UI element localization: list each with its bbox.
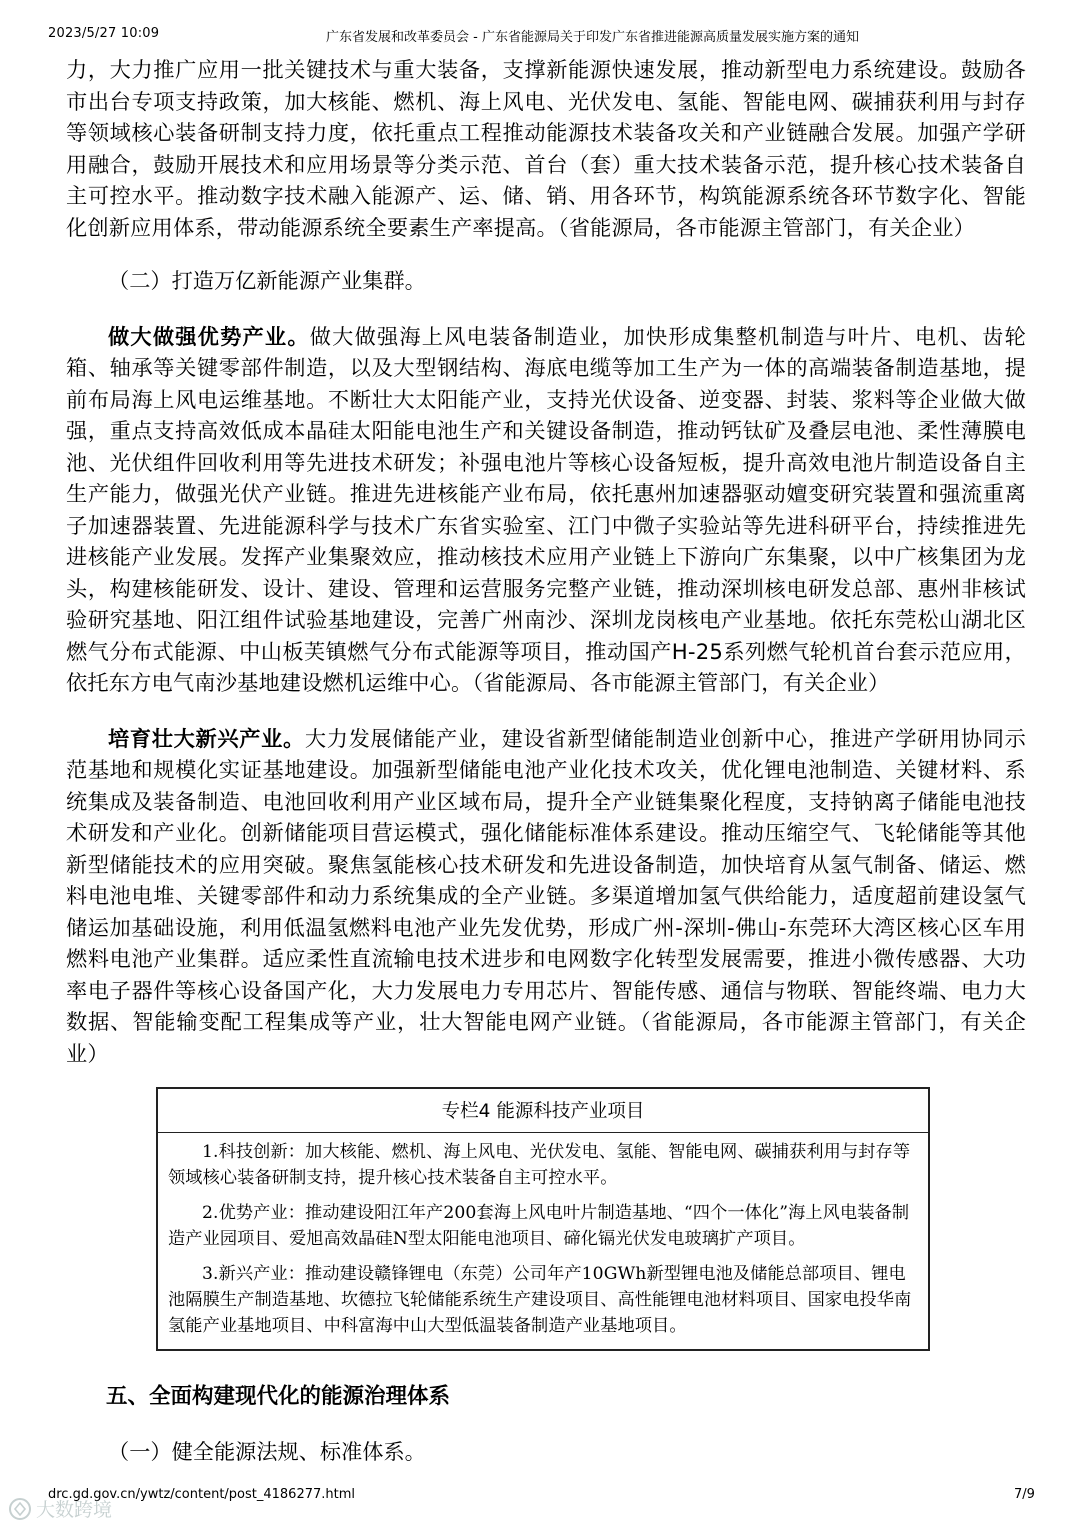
body-advantage-industries: 做大做强海上风电装备制造业，加快形成集整机制造与叶片、电机、齿轮箱、轴承等关键零部件制造，以及大型钢结构、海底电缆等加工生产为一体的高端装备制造基地，提前布局海上风电运维基地。不断壮大太阳能产业，支持光伏设备、逆变器、封装、浆料等企业做大做强，重点支持高效低成本晶硅太阳能电池生产和关键设备制造，推动钙钛矿及叠层电池、柔性薄膜电池、光伏组件回收利用等先进技术研发；补强电池片等核心设备短板，提升高效电池片制造设备自主生产能力，做强光伏产业链。推进先进核能产业布局，依托惠州加速器驱动嬗变研究装置和强流重离子加速器装置、先进能源科学与技术广东省实验室、江门中微子实验站等先进科研平台，持续推进先进核能产业发展。发挥产业集聚效应，推动核技术应用产业链上下游向广东集聚，以中广核集团为龙头，构建核能研发、设计、建设、管理和运营服务完整产业链，推动深圳核电研发总部、惠州非核试验研究基地、阳江组件试验基地建设，完善广州南沙、深圳龙岗核电产业基地。依托东莞松山湖北区燃气分布式能源、中山板芙镇燃气分布式能源等项目，推动国产H-25系列燃气轮机首台套示范应用，依托东方电气南沙基地建设燃机运维中心。（省能源局、各市能源主管部门，有关企业） bbox=[66, 323, 1026, 695]
paragraph-advantage-industries bbox=[66, 321, 1026, 699]
subsection-heading-2: （二）打造万亿新能源产业集群。 bbox=[108, 268, 426, 293]
page-header-title: 广东省发展和改革委员会 - 广东省能源局关于印发广东省推进能源高质量发展实施方案的通知 bbox=[326, 30, 859, 45]
paragraph-tech-innovation: 力，大力推广应用一批关键技术与重大装备，支撑新能源快速发展，推动新型电力系统建设。鼓励各市出台专项支持政策，加大核能、燃机、海上风电、光伏发电、氢能、智能电网、碳捕获利用与封存等领域核心装备研制支持力度，依托重点工程推动能源技术装备攻关和产业链融合发展。加强产学研用融合，鼓励开展技术和应用场景等分类示范、首台（套）重大技术装备示范，提升核心技术装备自主可控水平。推动数字技术融入能源产、运、储、销、用各环节，构筑能源系统各环节数字化、智能化创新应用体系，带动能源系统全要素生产率提高。（省能源局，各市能源主管部门，有关企业） bbox=[66, 57, 1026, 240]
page-number: 7/9 bbox=[1014, 1487, 1035, 1502]
column-box-title: 专栏4 能源科技产业项目 bbox=[158, 1089, 928, 1133]
lead-emerging-industries: 培育壮大新兴产业。 bbox=[108, 725, 305, 751]
paragraph-emerging-industries bbox=[66, 723, 1026, 1070]
section-heading-5: 五、全面构建现代化的能源治理体系 bbox=[106, 1384, 451, 1409]
column-box-energy-tech bbox=[156, 1087, 930, 1351]
watermark-logo bbox=[6, 1494, 146, 1524]
watermark-icon bbox=[6, 1494, 146, 1524]
body-emerging-industries: 大力发展储能产业，建设省新型储能制造业创新中心，推进产学研用协同示范基地和规模化实证基地建设。加强新型储能电池产业化技术攻关，优化锂电池制造、关键材料、系统集成及装备制造、电池回收利用产业区域布局，提升全产业链集聚化程度，支持钠离子储能电池技术研发和产业化。创新储能项目营运模式，强化储能标准体系建设。推动压缩空气、飞轮储能等其他新型储能技术的应用突破。聚焦氢能核心技术研发和先进设备制造，加快培育从氢气制备、储运、燃料电池电堆、关键零部件和动力系统集成的全产业链。多渠道增加氢气供给能力，适度超前建设氢气储运加基础设施，利用低温氢燃料电池产业先发优势，形成广州-深圳-佛山-东莞环大湾区核心区车用燃料电池产业集群。适应柔性直流输电技术进步和电网数字化转型发展需要，推进小微传感器、大功率电子器件等核心设备国产化，大力发展电力专用芯片、智能传感、通信与物联、智能终端、电力大数据、智能输变配工程集成等产业，壮大智能电网产业链。（省能源局，各市能源主管部门，有关企业） bbox=[66, 725, 1026, 1066]
document-body bbox=[66, 54, 1026, 1467]
column-item: 3.新兴产业：推动建设赣锋锂电（东莞）公司年产10GWh新型锂电池及储能总部项目、锂电池隔膜生产制造基地、坎德拉飞轮储能系统生产建设项目、高性能锂电池材料项目、国家电投华南氢能产业基地项目、中科富海中山大型低温装备制造产业基地项目。 bbox=[168, 1264, 912, 1336]
column-item: 1.科技创新：加大核能、燃机、海上风电、光伏发电、氢能、智能电网、碳捕获利用与封存等领域核心装备研制支持，提升核心技术装备自主可控水平。 bbox=[168, 1142, 911, 1188]
footer-url: drc.gd.gov.cn/ywtz/content/post_4186277.html bbox=[48, 1487, 356, 1502]
subsection-heading-5-1: （一）健全能源法规、标准体系。 bbox=[108, 1439, 426, 1464]
column-item: 2.优势产业：推动建设阳江年产200套海上风电叶片制造基地、“四个一体化”海上风电装备制造产业园项目、爱旭高效晶硅N型太阳能电池项目、碲化镉光伏发电玻璃扩产项目。 bbox=[168, 1203, 910, 1249]
column-box-body bbox=[158, 1133, 928, 1349]
lead-advantage-industries: 做大做强优势产业。 bbox=[108, 323, 310, 349]
watermark-text: 大数跨境 bbox=[36, 1499, 113, 1521]
print-datetime: 2023/5/27 10:09 bbox=[48, 26, 160, 41]
